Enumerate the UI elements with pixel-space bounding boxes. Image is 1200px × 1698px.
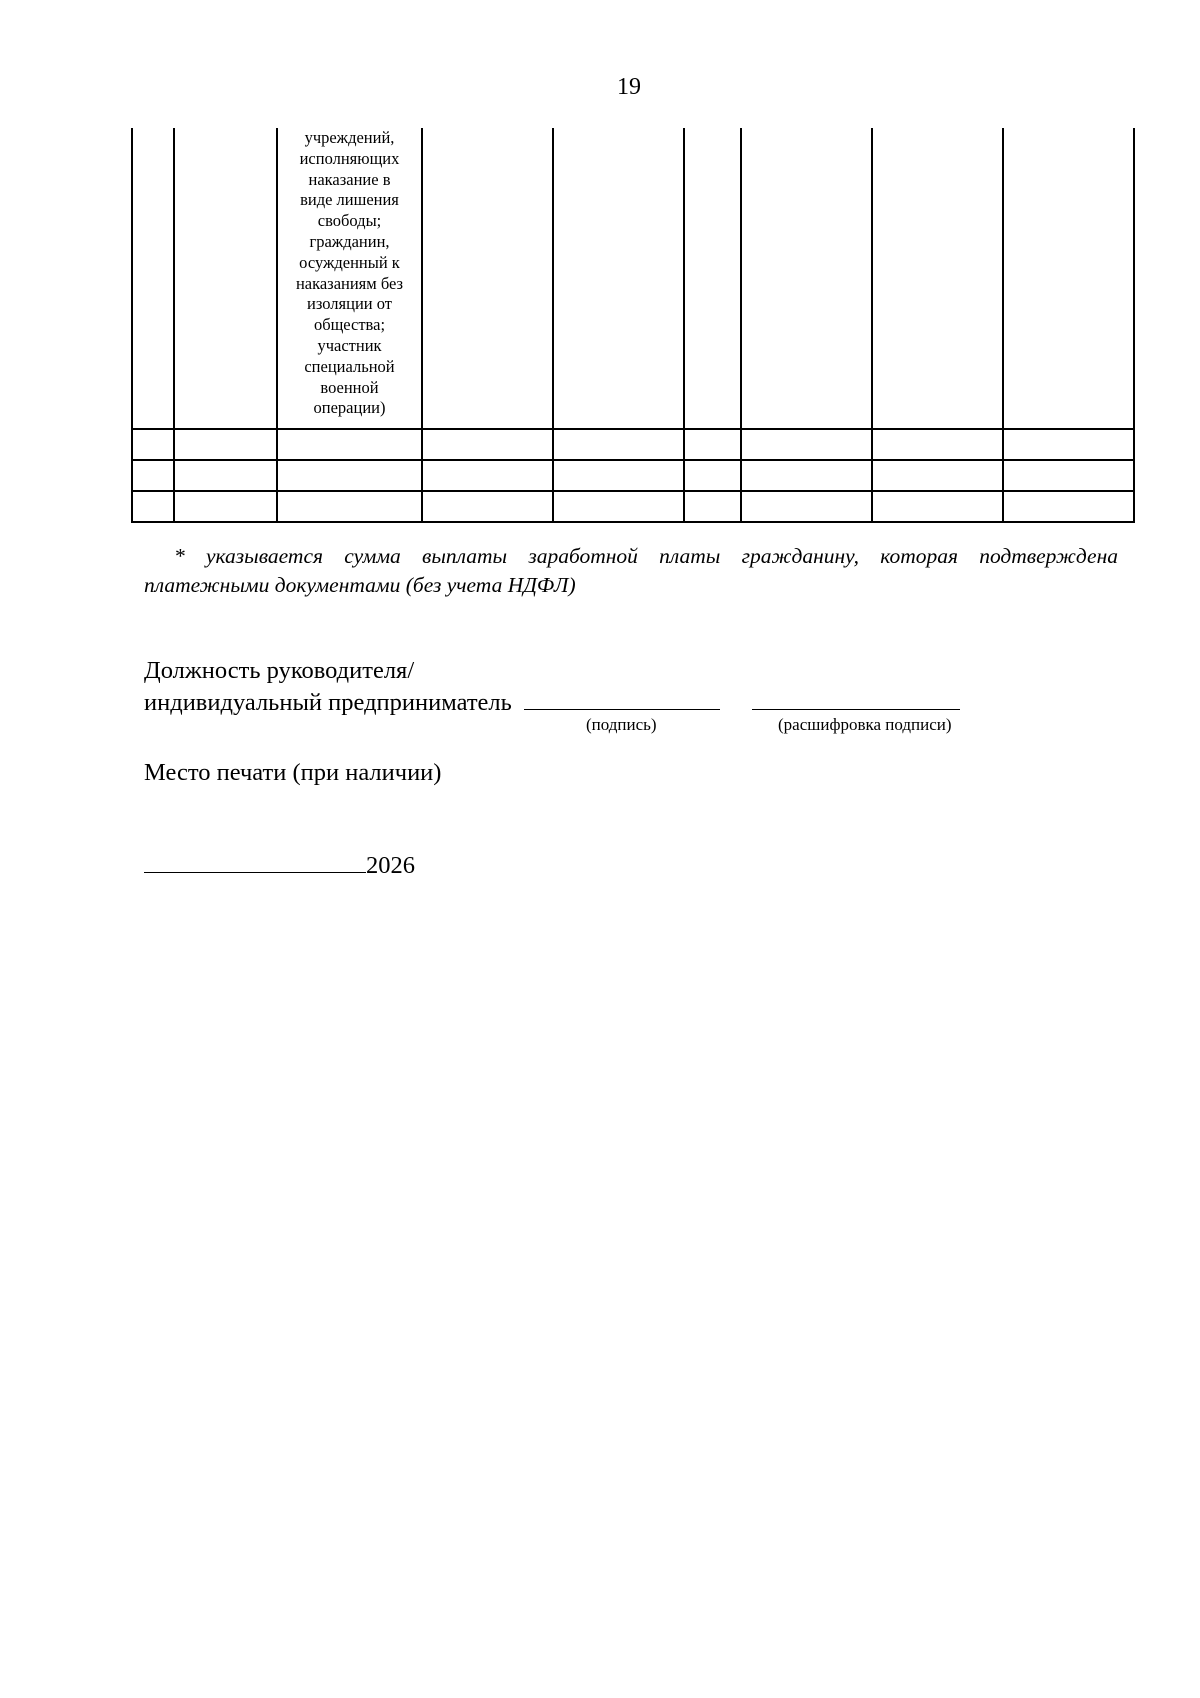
footnote-line-2: платежными документами (без учета НДФЛ) (144, 573, 576, 597)
table-cell (277, 491, 422, 522)
table-cell (872, 460, 1003, 491)
table-cell (132, 429, 174, 460)
category-cell (277, 128, 422, 429)
cell-text-line: свободы; (317, 211, 382, 231)
cell-text-line: учреждений, (304, 128, 395, 147)
table-cell (132, 491, 174, 522)
table-cell (132, 460, 174, 491)
table-row (132, 429, 1134, 460)
date-year: 2026 (366, 852, 415, 879)
table-row (132, 128, 1134, 429)
table-cell (872, 491, 1003, 522)
table-cell (422, 128, 553, 429)
table-cell (553, 128, 684, 429)
cell-text-line: наказаниям без (295, 273, 404, 293)
cell-text-line: операции) (313, 398, 386, 418)
table-row (132, 491, 1134, 522)
date-line (144, 850, 415, 880)
table-cell (872, 128, 1003, 429)
cell-text-line: гражданин, (309, 231, 390, 251)
date-field[interactable] (144, 850, 366, 873)
table-cell (174, 491, 277, 522)
signature-decoding-field[interactable] (752, 687, 960, 710)
cell-text-line: специальной (304, 356, 395, 376)
table-cell (684, 460, 741, 491)
table-cell (277, 460, 422, 491)
table-cell (422, 429, 553, 460)
cell-text-line: наказание в (308, 169, 391, 189)
table-cell (1003, 128, 1134, 429)
signature-caption: (подпись) (586, 715, 657, 734)
table-row (132, 460, 1134, 491)
cell-text-line: осужденный к (299, 252, 400, 272)
table-cell (684, 128, 741, 429)
position-line-1: Должность руководителя/ (144, 657, 415, 684)
table-cell (741, 491, 872, 522)
table-cell (872, 429, 1003, 460)
table-cell (553, 460, 684, 491)
cell-text-line: виде лишения (300, 190, 399, 210)
data-table (131, 128, 1135, 523)
table-cell (174, 429, 277, 460)
table-cell (132, 128, 174, 429)
table-cell (553, 491, 684, 522)
table-cell (684, 491, 741, 522)
page-number: 19 (617, 74, 641, 100)
table-cell (422, 460, 553, 491)
table-cell (741, 429, 872, 460)
decoding-caption: (расшифровка подписи) (778, 715, 952, 734)
table-cell (741, 460, 872, 491)
cell-text-line: участник (317, 335, 382, 355)
table-cell (1003, 491, 1134, 522)
cell-text-line: изоляции от (307, 294, 392, 314)
table-cell (422, 491, 553, 522)
table-cell (684, 429, 741, 460)
signature-block (144, 655, 960, 719)
table-cell (174, 460, 277, 491)
cell-text-line: исполняющих (299, 148, 400, 168)
cell-text-line: военной (320, 377, 379, 397)
stamp-place: Место печати (при наличии) (144, 759, 442, 786)
cell-text-line: общества; (313, 315, 386, 335)
signature-field[interactable] (524, 687, 720, 710)
table-cell (741, 128, 872, 429)
footnote (144, 542, 1118, 600)
table-cell (277, 429, 422, 460)
position-label: индивидуальный предприниматель (144, 689, 512, 716)
table-cell (1003, 429, 1134, 460)
footnote-line-1: * указывается сумма выплаты заработной платы гражданину, которая подтверждена (174, 544, 1118, 568)
table-cell (174, 128, 277, 429)
table-cell (1003, 460, 1134, 491)
table-cell (553, 429, 684, 460)
